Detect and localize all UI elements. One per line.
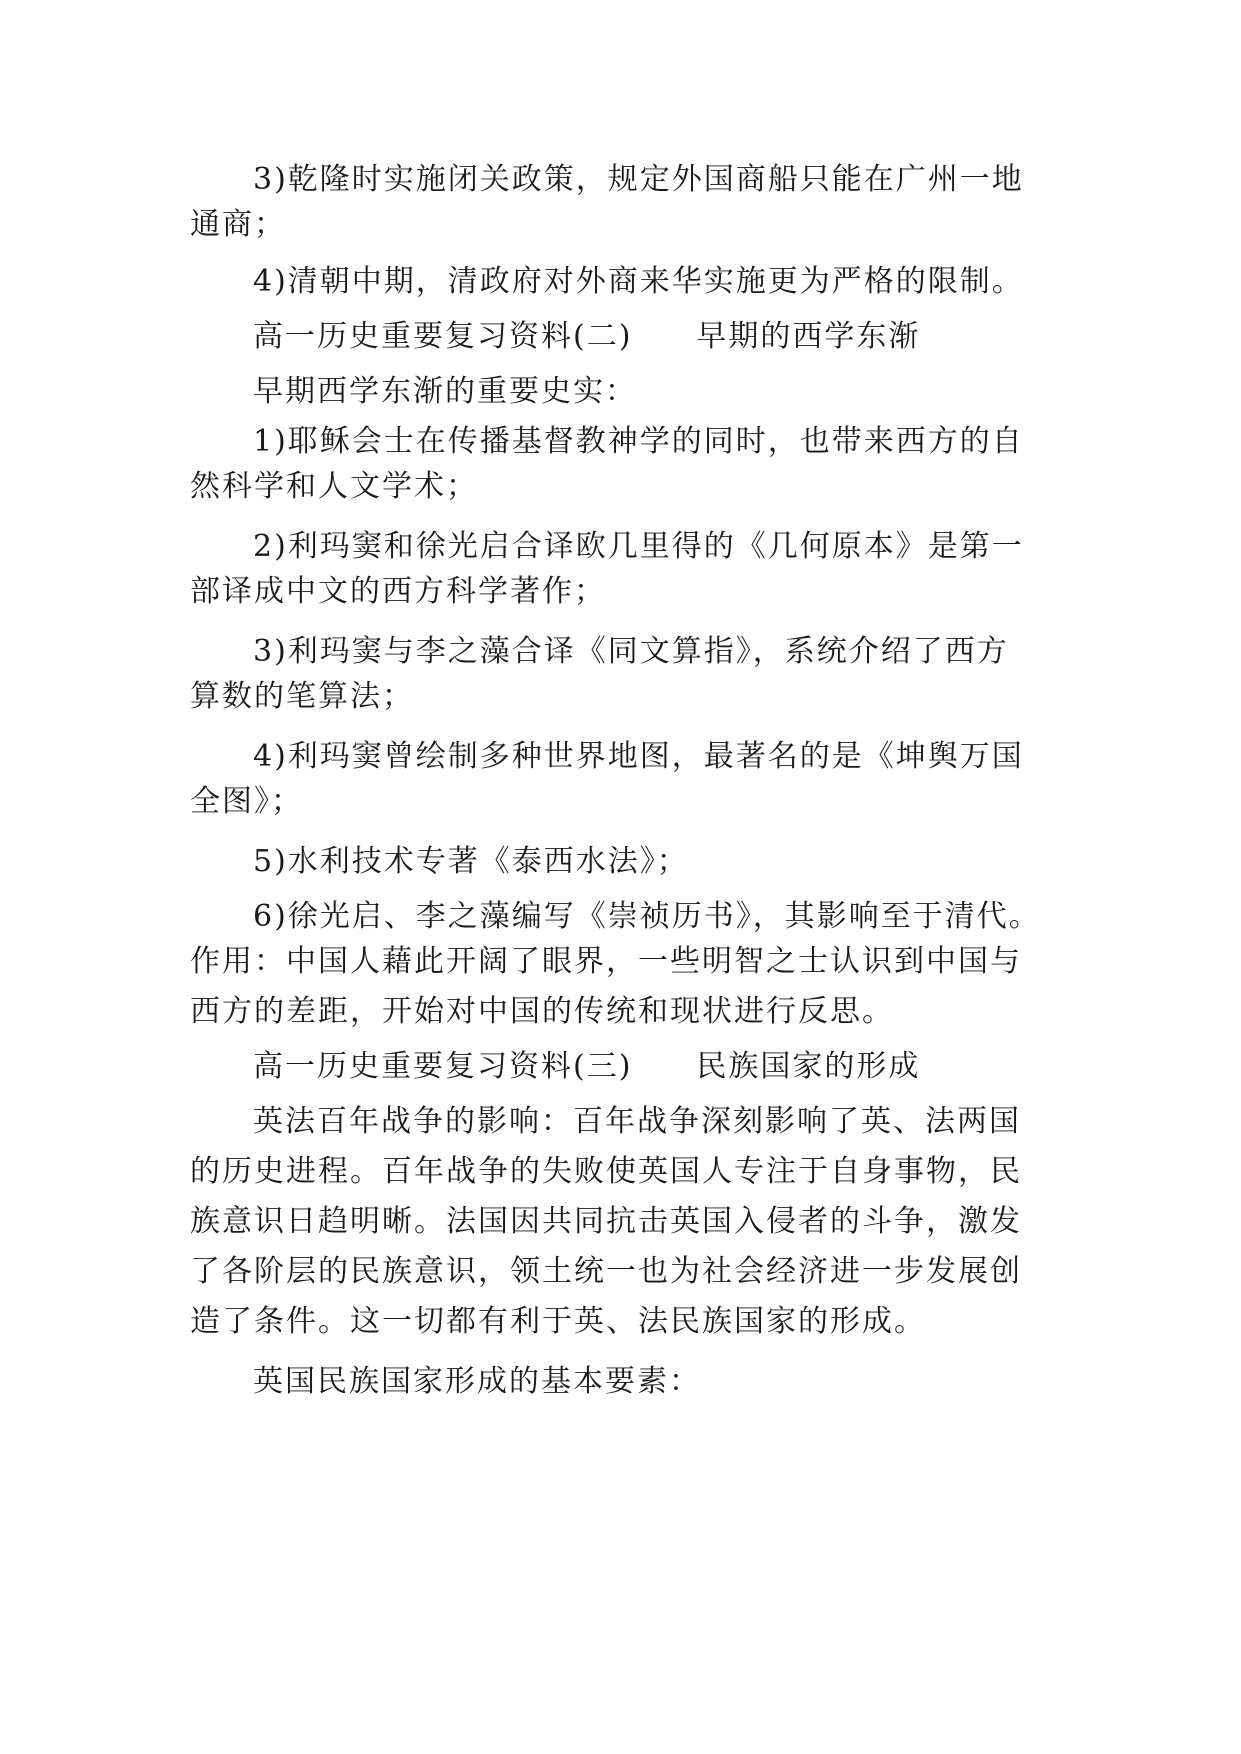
section-heading: 高一历史重要复习资料(三) 民族国家的形成 <box>253 1049 921 1084</box>
text-line: 6)徐光启、李之藻编写《崇祯历书》，其影响至于清代。 <box>253 899 1041 934</box>
text-line: 算数的笔算法； <box>190 679 414 714</box>
text-line: 的历史进程。百年战争的失败使英国人专注于自身事物，民 <box>190 1154 1022 1189</box>
text-line: 然科学和人文学术； <box>190 469 478 504</box>
text-line: 造了条件。这一切都有利于英、法民族国家的形成。 <box>190 1304 926 1339</box>
text-line: 通商； <box>190 207 286 242</box>
text-line: 全图》； <box>190 784 303 819</box>
text-line: 2)利玛窦和徐光启合译欧几里得的《几何原本》是第一 <box>253 529 1024 564</box>
text-line: 英国民族国家形成的基本要素： <box>253 1364 701 1399</box>
text-line: 族意识日趋明晰。法国因共同抗击英国入侵者的斗争，激发 <box>190 1204 1022 1239</box>
text-line: 3)利玛窦与李之藻合译《同文算指》，系统介绍了西方 <box>253 634 1009 669</box>
text-line: 1)耶稣会士在传播基督教神学的同时，也带来西方的自 <box>253 424 1024 459</box>
text-line: 早期西学东渐的重要史实： <box>253 374 637 409</box>
text-line: 部译成中文的西方科学著作； <box>190 574 606 609</box>
text-line: 5)水利技术专著《泰西水法》； <box>253 844 689 879</box>
text-line: 4)清朝中期，清政府对外商来华实施更为严格的限制。 <box>253 264 1024 299</box>
text-line: 作用：中国人藉此开阔了眼界，一些明智之士认识到中国与 <box>190 944 1022 979</box>
text-line: 了各阶层的民族意识，领土统一也为社会经济进一步发展创 <box>190 1254 1022 1289</box>
text-line: 英法百年战争的影响：百年战争深刻影响了英、法两国 <box>253 1104 1021 1139</box>
text-line: 3)乾隆时实施闭关政策，规定外国商船只能在广州一地 <box>253 162 1024 197</box>
text-line: 4)利玛窦曾绘制多种世界地图，最著名的是《坤舆万国 <box>253 739 1024 774</box>
text-line: 西方的差距，开始对中国的传统和现状进行反思。 <box>190 994 894 1029</box>
section-heading: 高一历史重要复习资料(二) 早期的西学东渐 <box>253 319 921 354</box>
